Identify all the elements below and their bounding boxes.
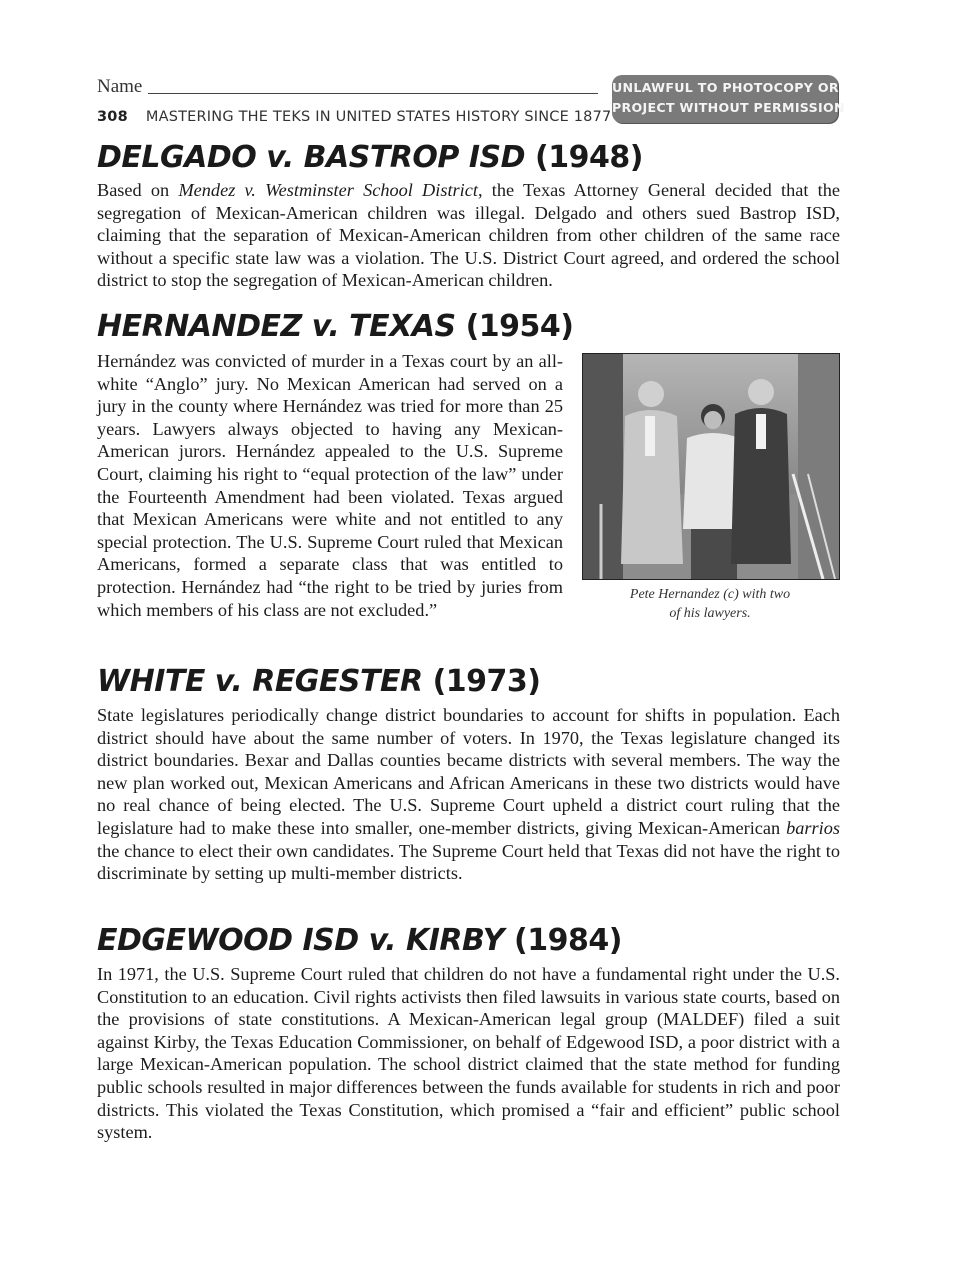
heading-delgado — [97, 140, 643, 175]
italic-term: barrios — [786, 817, 840, 838]
heading-white — [97, 664, 541, 699]
paragraph-edgewood: In 1971, the U.S. Supreme Court ruled that children do not have a fundamental right under the U.S. Constitution to an education. Civil rights activists then filed lawsuits in various state courts, based on the provisions of state constitutions. A Mexican-American legal group (MALDEF) filed a suit against Kirby, the Texas Education Commissioner, on behalf of Edgewood ISD, a poor district with a large Mexican-American population. The school district claimed that the state method for funding public schools resulted in major differences between the funds available for students in rich and poor districts. This violated the Texas Constitution, which promised a “fair and efficient” public school system. — [97, 964, 840, 1143]
notice-line-1: UNLAWFUL TO PHOTOCOPY OR — [612, 80, 839, 95]
case-name: HERNANDEZ v. TEXAS — [97, 309, 456, 344]
case-year: (1984) — [513, 923, 622, 958]
running-header — [97, 109, 611, 125]
heading-edgewood — [97, 923, 622, 958]
caption-line-2: of his lawyers. — [669, 606, 751, 621]
photo-illustration — [583, 354, 839, 579]
hernandez-photo — [582, 353, 840, 580]
case-name: EDGEWOOD ISD v. KIRBY — [97, 923, 504, 958]
name-write-line — [148, 93, 598, 94]
running-title: MASTERING THE TEKS IN UNITED STATES HISTORY SINCE 1877 — [145, 109, 612, 125]
case-citation: Mendez v. Westminster School District — [178, 180, 478, 200]
paragraph-white: State legislatures periodically change district boundaries to account for shifts in population. Each district should have about the same number of voters. In 1970, the Texas legislature changed its district boundaries. Bexar and Dallas counties became districts with several members. The way the new plan worked out, Mexican Americans and African Americans in these two districts would have no real chance of being elected. The U.S. Supreme Court upheld a district court ruling that the legislature had to make these into smaller, one-member districts, giving Mexican-American barrios the chance to elect their own candidates. The Supreme Court held that Texas did not have the right to discriminate by setting up multi-member districts. — [97, 705, 840, 884]
heading-hernandez — [97, 309, 574, 344]
name-label: Name — [97, 76, 143, 97]
paragraph-hernandez: Hernández was convicted of murder in a Texas court by an all-white “Anglo” jury. No Mexican American had served on a jury in the county where Hernández was tried for more than 25 years. Lawyers always objected to having any Mexican-American jurors. Hernández appealed to the U.S. Supreme Court, claiming his right to “equal protection of the law” under the Fourteenth Amendment had been violated. Texas argued that Mexican Americans were white and not entitled to any special protection. The U.S. Supreme Court ruled that Mexican Americans, formed a separate class that was entitled to protection. Hernández had “the right to be tried by juries from which members of his class are not excluded.” — [97, 351, 563, 620]
caption-line-1: Pete Hernandez (c) with two — [629, 587, 791, 602]
notice-line-2: PROJECT WITHOUT PERMISSION — [612, 100, 845, 115]
photo-caption — [605, 585, 815, 623]
case-name: DELGADO v. BASTROP ISD — [97, 140, 526, 175]
case-name: WHITE v. REGESTER — [97, 664, 423, 699]
page-number: 308 — [97, 109, 128, 125]
case-year: (1948) — [535, 140, 643, 175]
copyright-notice-badge — [612, 75, 845, 123]
paragraph-delgado: Based on Mendez v. Westminster School District, the Texas Attorney General decided that the segregation of Mexican-American children was illegal. Delgado and others sued Bastrop ISD, claiming that the separation of Mexican-American children from other children of the same race without a specific state law was a violation. The U.S. District Court agreed, and ordered the school district to stop the segregation of Mexican-American children. — [97, 180, 841, 291]
case-year: (1973) — [432, 664, 541, 699]
case-year: (1954) — [465, 309, 574, 344]
